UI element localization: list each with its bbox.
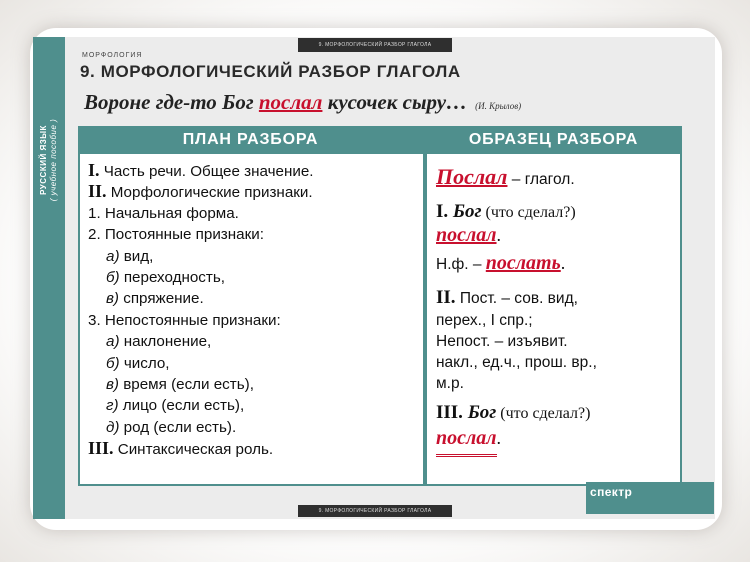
plan-text: вид, [119,247,154,265]
quote-end: кусочек сыру… [322,90,468,114]
plan-line [88,181,418,202]
letter-marker: д) [106,418,120,436]
plan-line [88,438,418,459]
plan-text: лицо (если есть), [118,397,245,415]
plan-line: 2. Постоянные признаки: [88,226,264,244]
letter-marker: б) [106,268,120,286]
letter-marker: в) [106,290,119,308]
plan-line [88,331,418,352]
epigraph-quote [84,90,521,115]
sample-question: (что сделал?) [496,405,591,422]
sample-initial-form: послать [485,252,561,274]
sample-question: (что сделал?) [481,204,576,221]
sample-text: – глагол. [507,171,575,188]
roman-numeral: II. [436,287,456,308]
plan-text: переходность, [119,268,225,286]
page-title: 9. МОРФОЛОГИЧЕСКИЙ РАЗБОР ГЛАГОЛА [80,62,461,81]
plan-text: наклонение, [119,333,212,351]
letter-marker: в) [106,375,119,393]
sample-subject: Бог [462,402,497,423]
sample-header: ОБРАЗЕЦ РАЗБОРА [427,126,680,154]
sample-verb: послал [436,224,497,246]
plan-text: число, [119,354,170,372]
sample-line [436,398,676,424]
letter-marker: а) [106,247,120,265]
plan-line [88,246,418,267]
sample-line [436,424,676,452]
sample-line: м.р. [436,375,464,392]
plan-line [88,267,418,288]
sample-line [436,286,676,310]
plan-text: Часть речи. Общее значение. [99,163,314,180]
column-divider [423,126,427,484]
plan-line [88,417,418,438]
roman-numeral: II. [88,181,107,202]
quote-author: (И. Крылов) [475,101,522,111]
roman-numeral: III. [436,402,463,423]
section-label: МОРФОЛОГИЯ [82,52,143,59]
quote-highlight: послал [258,90,323,114]
plan-column [88,160,418,459]
sample-word: Послал [436,164,508,189]
roman-numeral: I. [88,160,100,180]
sample-dot: . [496,428,502,448]
sample-text: Н.ф. – [436,256,486,273]
sample-verb: послал [436,427,497,449]
plan-line: 3. Непостоянные признаки: [88,311,281,329]
sample-column [436,160,676,452]
plan-text: Морфологические признаки. [106,184,313,202]
plan-header: ПЛАН РАЗБОРА [78,126,423,154]
plan-text: Синтаксическая роль. [113,441,274,459]
plan-line [88,160,418,181]
side-label-subject: РУССКИЙ ЯЗЫК [39,125,48,195]
plan-text: время (если есть), [119,375,254,393]
sample-text: Пост. – сов. вид, [455,290,578,307]
sample-line [436,160,676,194]
sample-dot: . [560,253,566,273]
letter-marker: а) [106,333,120,351]
side-label-note: ( учебное пособие ) [49,118,58,202]
plan-text: род (если есть). [119,418,237,436]
sample-subject: Бог [448,201,482,222]
sample-line [436,248,676,278]
sample-line: накл., ед.ч., прош. вр., [436,354,597,371]
plan-line [88,374,418,395]
sample-line: перех., I спр.; [436,312,533,329]
plan-line [88,395,418,416]
quote-start: Вороне где-то Бог [84,90,259,114]
sample-line [436,222,676,248]
plan-text: спряжение. [119,290,204,308]
header-tag: 9. МОРФОЛОГИЧЕСКИЙ РАЗБОР ГЛАГОЛА [298,38,452,52]
roman-numeral: I. [436,201,449,222]
letter-marker: б) [106,354,120,372]
footer-tag: 9. МОРФОЛОГИЧЕСКИЙ РАЗБОР ГЛАГОЛА [298,505,452,517]
sample-line [436,198,676,222]
plan-line: 1. Начальная форма. [88,204,239,222]
plan-line [88,288,418,309]
roman-numeral: III. [88,438,114,459]
plan-line [88,353,418,374]
letter-marker: г) [106,397,119,415]
sample-dot: . [496,225,502,245]
side-label [39,60,59,260]
sample-predicate [436,424,497,457]
sample-line: Непост. – изъявит. [436,333,568,350]
publisher-logo: спектр [590,485,633,499]
